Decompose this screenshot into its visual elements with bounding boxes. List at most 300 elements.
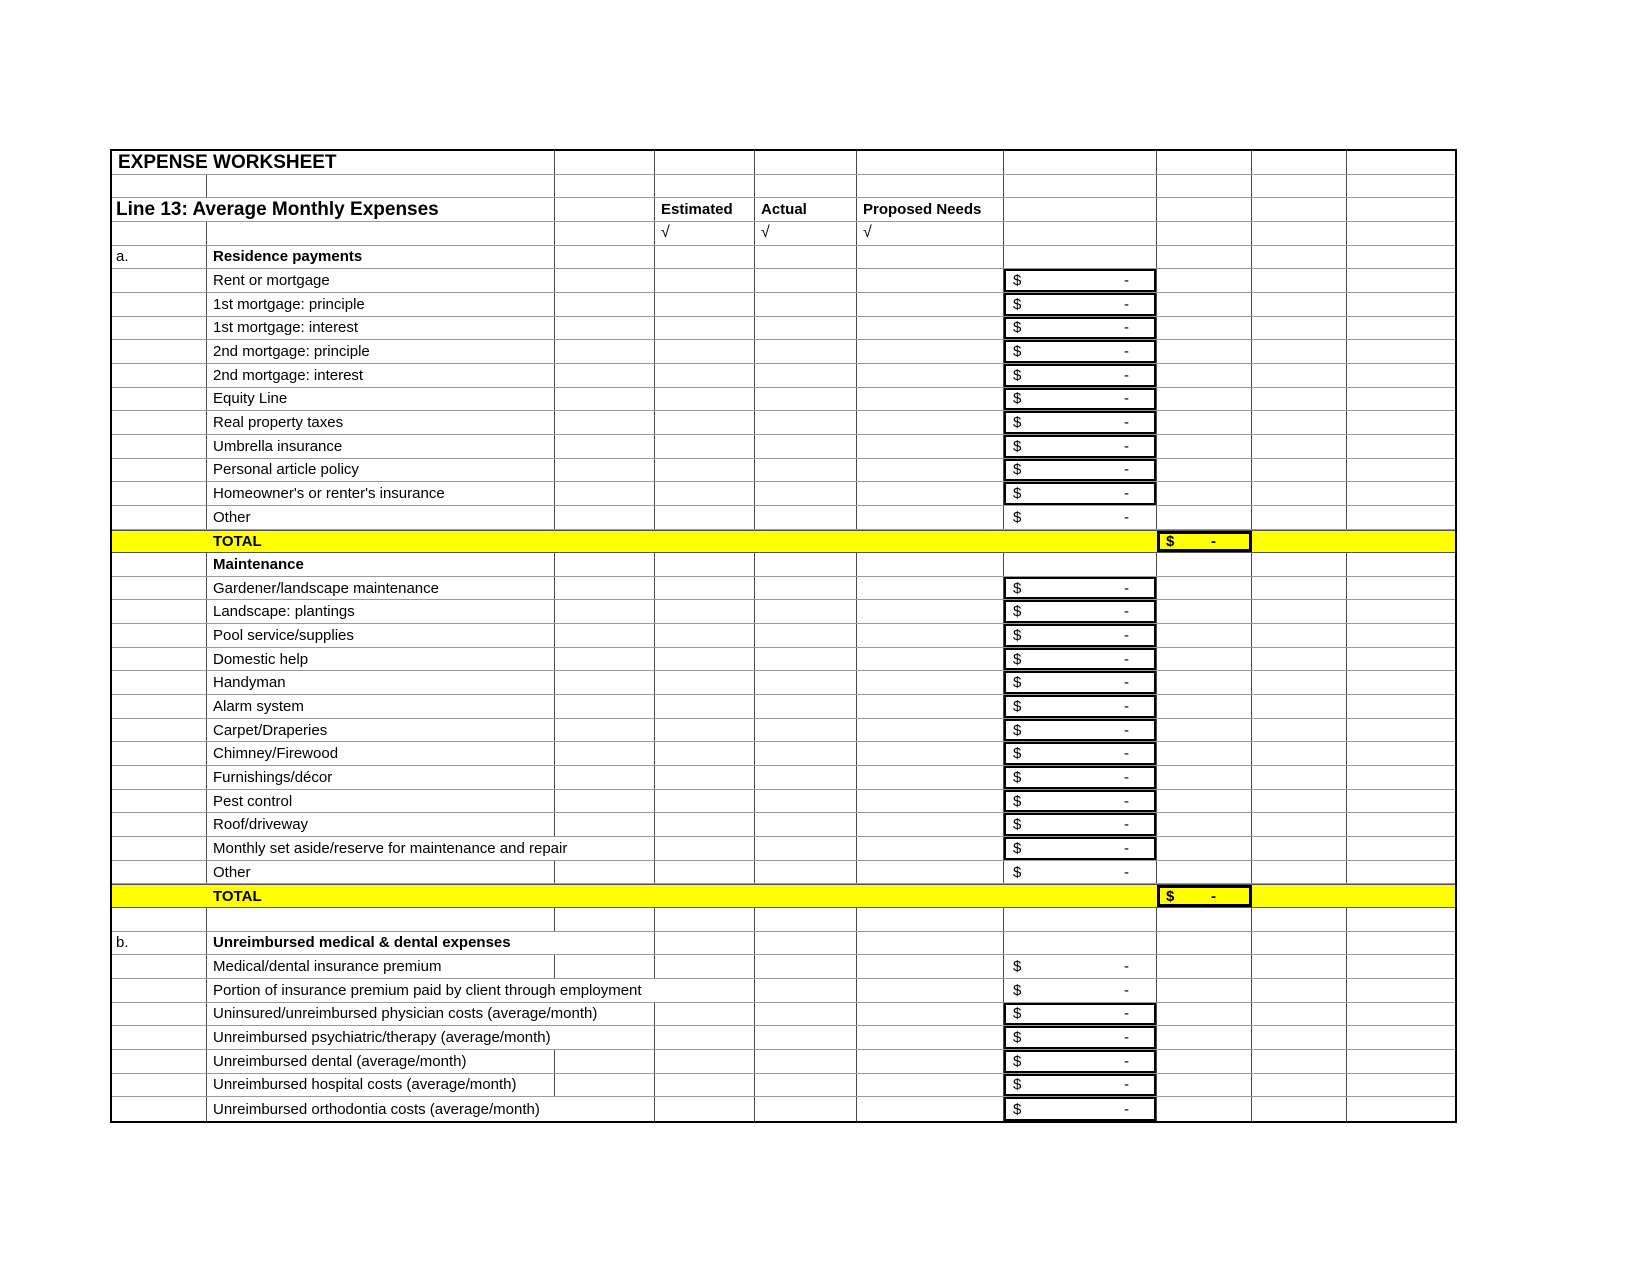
expense-description: Unreimbursed hospital costs (average/month) xyxy=(207,1074,555,1097)
empty-cell xyxy=(1347,222,1455,245)
empty-cell xyxy=(655,482,755,505)
currency-symbol: $ xyxy=(1013,981,1022,999)
amount-cell xyxy=(1004,695,1157,718)
currency-symbol: $ xyxy=(1013,485,1022,503)
amount-cell xyxy=(1004,861,1157,884)
empty-cell xyxy=(655,648,755,671)
row-label-cell: b. xyxy=(112,932,207,955)
row-label-cell xyxy=(112,411,207,434)
row-label-cell xyxy=(112,671,207,694)
row-label-cell xyxy=(112,790,207,813)
empty-cell xyxy=(555,719,655,742)
amount-cell xyxy=(1004,1074,1157,1097)
table-row xyxy=(112,979,1455,1003)
empty-cell xyxy=(655,531,755,553)
empty-cell xyxy=(755,861,857,884)
row-label-cell xyxy=(112,506,207,529)
empty-cell xyxy=(857,742,1004,765)
row-label-cell: a. xyxy=(112,246,207,269)
empty-cell xyxy=(857,317,1004,340)
zero-amount-dash: - xyxy=(1124,768,1129,786)
row-label-cell xyxy=(112,435,207,458)
empty-cell xyxy=(857,411,1004,434)
table-row xyxy=(112,364,1455,388)
empty-cell xyxy=(555,885,655,907)
empty-cell xyxy=(755,388,857,411)
table-row xyxy=(112,932,1455,956)
amount-cell xyxy=(1004,600,1157,623)
empty-cell xyxy=(1157,1026,1252,1049)
table-row xyxy=(112,671,1455,695)
empty-cell xyxy=(655,506,755,529)
table-row xyxy=(112,1050,1455,1074)
expense-description: Gardener/landscape maintenance xyxy=(207,577,555,600)
empty-cell xyxy=(555,813,655,836)
amount-cell xyxy=(1004,293,1157,316)
empty-cell xyxy=(555,388,655,411)
empty-cell xyxy=(555,482,655,505)
currency-symbol: $ xyxy=(1013,626,1022,644)
empty-cell xyxy=(555,506,655,529)
empty-cell xyxy=(1157,222,1252,245)
empty-cell xyxy=(1347,908,1455,931)
amount-cell xyxy=(1004,364,1157,387)
empty-cell xyxy=(555,695,655,718)
empty-cell xyxy=(1157,1074,1252,1097)
amount-cell xyxy=(1004,813,1157,836)
expense-description: Domestic help xyxy=(207,648,555,671)
empty-cell xyxy=(1347,695,1455,718)
amount-cell xyxy=(1004,269,1157,292)
currency-symbol: $ xyxy=(1013,272,1022,290)
empty-cell xyxy=(655,695,755,718)
amount-cell xyxy=(1004,719,1157,742)
empty-cell xyxy=(1252,1050,1347,1073)
empty-cell xyxy=(655,1074,755,1097)
currency-symbol: $ xyxy=(1013,1029,1022,1047)
empty-cell xyxy=(1157,175,1252,198)
empty-cell xyxy=(1252,695,1347,718)
empty-cell xyxy=(755,908,857,931)
row-label-cell xyxy=(112,719,207,742)
empty-cell xyxy=(1252,885,1347,907)
table-row xyxy=(112,246,1455,270)
empty-cell xyxy=(1252,388,1347,411)
empty-cell xyxy=(755,813,857,836)
empty-cell xyxy=(755,979,857,1002)
empty-cell xyxy=(655,1003,755,1026)
expense-description: 1st mortgage: interest xyxy=(207,317,555,340)
empty-cell xyxy=(755,506,857,529)
empty-cell xyxy=(755,1050,857,1073)
empty-cell xyxy=(1157,671,1252,694)
expense-description: Other xyxy=(207,506,555,529)
row-label-cell xyxy=(112,600,207,623)
empty-cell xyxy=(1252,1003,1347,1026)
empty-cell xyxy=(857,671,1004,694)
empty-cell xyxy=(555,1050,655,1073)
empty-cell xyxy=(1347,151,1455,174)
amount-cell xyxy=(1004,340,1157,363)
zero-amount-dash: - xyxy=(1124,295,1129,313)
empty-cell xyxy=(1157,364,1252,387)
empty-cell xyxy=(755,624,857,647)
row-label-cell xyxy=(112,624,207,647)
empty-cell xyxy=(1347,813,1455,836)
empty-cell xyxy=(1347,1097,1455,1121)
expense-description: Furnishings/décor xyxy=(207,766,555,789)
currency-symbol: $ xyxy=(1013,674,1022,692)
empty-cell xyxy=(1252,506,1347,529)
empty-cell xyxy=(1252,600,1347,623)
check-mark: √ xyxy=(857,222,1004,245)
empty-cell xyxy=(555,435,655,458)
expense-description: Homeowner's or renter's insurance xyxy=(207,482,555,505)
empty-cell xyxy=(655,719,755,742)
empty-cell xyxy=(1157,837,1252,860)
empty-cell xyxy=(755,293,857,316)
amount-cell xyxy=(1004,837,1157,860)
empty-cell xyxy=(1004,246,1157,269)
expense-description: Other xyxy=(207,861,555,884)
empty-cell xyxy=(555,955,655,978)
empty-cell xyxy=(555,340,655,363)
empty-cell xyxy=(1157,932,1252,955)
currency-symbol: $ xyxy=(1013,366,1022,384)
empty-cell xyxy=(857,837,1004,860)
total-label: TOTAL xyxy=(213,887,262,905)
empty-cell xyxy=(1252,908,1347,931)
empty-cell xyxy=(755,837,857,860)
zero-amount-dash: - xyxy=(1124,1029,1129,1047)
empty-cell xyxy=(1347,979,1455,1002)
empty-cell xyxy=(755,435,857,458)
table-row xyxy=(112,837,1455,861)
empty-cell xyxy=(1347,1026,1455,1049)
empty-cell xyxy=(1157,766,1252,789)
empty-cell xyxy=(1347,766,1455,789)
empty-cell xyxy=(755,364,857,387)
empty-cell xyxy=(1157,955,1252,978)
empty-cell xyxy=(1252,482,1347,505)
empty-cell xyxy=(655,175,755,198)
empty-cell xyxy=(857,979,1004,1002)
empty-cell xyxy=(555,317,655,340)
worksheet-table xyxy=(110,149,1457,1123)
amount-cell xyxy=(1004,411,1157,434)
empty-cell xyxy=(857,269,1004,292)
empty-cell xyxy=(857,246,1004,269)
currency-symbol: $ xyxy=(1166,532,1175,550)
empty-cell xyxy=(1347,1050,1455,1073)
empty-cell xyxy=(857,1074,1004,1097)
currency-symbol: $ xyxy=(1013,958,1022,976)
empty-cell xyxy=(555,269,655,292)
amount-cell xyxy=(1004,624,1157,647)
empty-cell xyxy=(1347,411,1455,434)
empty-cell xyxy=(1157,577,1252,600)
expense-description: Rent or mortgage xyxy=(207,269,555,292)
empty-cell xyxy=(755,600,857,623)
currency-symbol: $ xyxy=(1013,697,1022,715)
empty-cell xyxy=(1157,1050,1252,1073)
empty-cell xyxy=(655,1026,755,1049)
total-label: TOTAL xyxy=(213,532,262,550)
zero-amount-dash: - xyxy=(1124,1005,1129,1023)
total-row xyxy=(112,884,1455,908)
empty-cell xyxy=(1347,553,1455,576)
check-mark: √ xyxy=(755,222,857,245)
expense-description: Unreimbursed dental (average/month) xyxy=(207,1050,555,1073)
table-row xyxy=(112,340,1455,364)
table-row xyxy=(112,553,1455,577)
empty-cell xyxy=(755,885,857,907)
empty-cell xyxy=(1252,837,1347,860)
row-label-cell xyxy=(112,695,207,718)
currency-symbol: $ xyxy=(1013,1052,1022,1070)
zero-amount-dash: - xyxy=(1124,626,1129,644)
empty-cell xyxy=(755,719,857,742)
amount-cell xyxy=(1004,388,1157,411)
empty-cell xyxy=(555,671,655,694)
expense-description: Pool service/supplies xyxy=(207,624,555,647)
zero-amount-dash: - xyxy=(1124,508,1129,526)
empty-cell xyxy=(1157,979,1252,1002)
empty-cell xyxy=(857,1050,1004,1073)
empty-cell xyxy=(655,908,755,931)
empty-cell xyxy=(1252,790,1347,813)
amount-cell xyxy=(1004,577,1157,600)
empty-cell xyxy=(1157,482,1252,505)
zero-amount-dash: - xyxy=(1124,272,1129,290)
empty-cell xyxy=(655,340,755,363)
empty-cell xyxy=(1252,553,1347,576)
empty-cell xyxy=(555,364,655,387)
empty-cell xyxy=(755,1074,857,1097)
empty-cell xyxy=(655,955,755,978)
empty-cell xyxy=(755,932,857,955)
empty-cell xyxy=(555,459,655,482)
empty-cell xyxy=(1252,317,1347,340)
empty-cell xyxy=(1157,600,1252,623)
empty-cell xyxy=(655,435,755,458)
currency-symbol: $ xyxy=(1013,508,1022,526)
empty-cell xyxy=(1252,269,1347,292)
empty-cell xyxy=(1157,1003,1252,1026)
empty-cell xyxy=(1252,955,1347,978)
zero-amount-dash: - xyxy=(1124,839,1129,857)
empty-cell xyxy=(1347,435,1455,458)
currency-symbol: $ xyxy=(1013,721,1022,739)
section-title: Unreimbursed medical & dental expenses xyxy=(207,932,655,955)
empty-cell xyxy=(755,269,857,292)
empty-cell xyxy=(755,151,857,174)
empty-cell xyxy=(1347,955,1455,978)
row-label-cell xyxy=(112,955,207,978)
empty-cell xyxy=(755,577,857,600)
expense-description: Handyman xyxy=(207,671,555,694)
empty-cell xyxy=(655,246,755,269)
empty-cell xyxy=(1252,766,1347,789)
empty-cell xyxy=(857,435,1004,458)
empty-cell xyxy=(1347,577,1455,600)
zero-amount-dash: - xyxy=(1124,981,1129,999)
empty-cell xyxy=(1347,671,1455,694)
line-header: Line 13: Average Monthly Expenses xyxy=(112,198,555,221)
empty-cell xyxy=(1347,1003,1455,1026)
table-row xyxy=(112,198,1455,222)
empty-cell xyxy=(655,1097,755,1121)
empty-cell xyxy=(555,553,655,576)
empty-cell xyxy=(1347,340,1455,363)
row-label-cell xyxy=(112,293,207,316)
table-row xyxy=(112,459,1455,483)
currency-symbol: $ xyxy=(1013,768,1022,786)
empty-cell xyxy=(1157,553,1252,576)
row-label-cell xyxy=(112,813,207,836)
empty-cell xyxy=(857,577,1004,600)
row-label-cell xyxy=(112,885,207,907)
empty-cell xyxy=(207,908,555,931)
empty-cell xyxy=(755,482,857,505)
empty-cell xyxy=(857,695,1004,718)
empty-cell xyxy=(655,861,755,884)
empty-cell xyxy=(1347,932,1455,955)
empty-cell xyxy=(555,600,655,623)
empty-cell xyxy=(755,742,857,765)
table-row xyxy=(112,861,1455,885)
empty-cell xyxy=(857,719,1004,742)
empty-cell xyxy=(755,553,857,576)
empty-cell xyxy=(1252,198,1347,221)
row-label-cell xyxy=(112,1097,207,1121)
empty-cell xyxy=(555,246,655,269)
row-label-cell xyxy=(112,648,207,671)
empty-cell xyxy=(1252,861,1347,884)
row-label-cell xyxy=(112,861,207,884)
table-row xyxy=(112,766,1455,790)
currency-symbol: $ xyxy=(1013,390,1022,408)
currency-symbol: $ xyxy=(1166,887,1175,905)
expense-description: Personal article policy xyxy=(207,459,555,482)
worksheet-title: EXPENSE WORKSHEET xyxy=(112,151,555,174)
empty-cell xyxy=(1347,388,1455,411)
empty-cell xyxy=(755,955,857,978)
empty-cell xyxy=(755,1097,857,1121)
empty-cell xyxy=(1252,246,1347,269)
empty-cell xyxy=(555,766,655,789)
empty-cell xyxy=(1157,459,1252,482)
expense-description: Monthly set aside/reserve for maintenance and repair xyxy=(207,837,655,860)
empty-cell xyxy=(1252,719,1347,742)
empty-cell xyxy=(655,317,755,340)
table-row xyxy=(112,293,1455,317)
zero-amount-dash: - xyxy=(1124,1100,1129,1118)
expense-description: 1st mortgage: principle xyxy=(207,293,555,316)
total-amount-cell xyxy=(1157,885,1252,907)
empty-cell xyxy=(1157,269,1252,292)
expense-description: Umbrella insurance xyxy=(207,435,555,458)
expense-description: 2nd mortgage: interest xyxy=(207,364,555,387)
empty-cell xyxy=(112,222,207,245)
empty-cell xyxy=(655,885,755,907)
row-label-cell xyxy=(112,1003,207,1026)
zero-amount-dash: - xyxy=(1124,863,1129,881)
empty-cell xyxy=(655,459,755,482)
table-row xyxy=(112,648,1455,672)
expense-description: Unreimbursed psychiatric/therapy (average/month) xyxy=(207,1026,655,1049)
column-header-actual: Actual xyxy=(755,198,857,221)
empty-cell xyxy=(655,577,755,600)
row-label-cell xyxy=(112,388,207,411)
empty-cell xyxy=(112,908,207,931)
empty-cell xyxy=(1347,1074,1455,1097)
amount-cell xyxy=(1004,766,1157,789)
table-row xyxy=(112,719,1455,743)
empty-cell xyxy=(655,553,755,576)
zero-amount-dash: - xyxy=(1124,1076,1129,1094)
column-header-estimated: Estimated xyxy=(655,198,755,221)
empty-cell xyxy=(1347,293,1455,316)
expense-description: Unreimbursed orthodontia costs (average/month) xyxy=(207,1097,655,1121)
empty-cell xyxy=(1347,175,1455,198)
zero-amount-dash: - xyxy=(1124,650,1129,668)
empty-cell xyxy=(655,269,755,292)
empty-cell xyxy=(1157,861,1252,884)
empty-cell xyxy=(857,1003,1004,1026)
empty-cell xyxy=(857,813,1004,836)
empty-cell xyxy=(1347,198,1455,221)
empty-cell xyxy=(1004,175,1157,198)
empty-cell xyxy=(1157,742,1252,765)
currency-symbol: $ xyxy=(1013,295,1022,313)
table-row xyxy=(112,695,1455,719)
amount-cell xyxy=(1004,1050,1157,1073)
empty-cell xyxy=(1157,388,1252,411)
empty-cell xyxy=(755,1026,857,1049)
empty-cell xyxy=(1347,459,1455,482)
empty-cell xyxy=(655,1050,755,1073)
amount-cell xyxy=(1004,459,1157,482)
empty-cell xyxy=(755,1003,857,1026)
empty-cell xyxy=(755,459,857,482)
empty-cell xyxy=(555,577,655,600)
empty-cell xyxy=(655,151,755,174)
empty-cell xyxy=(555,175,655,198)
amount-cell xyxy=(1004,742,1157,765)
empty-cell xyxy=(755,411,857,434)
empty-cell xyxy=(1252,648,1347,671)
currency-symbol: $ xyxy=(1013,579,1022,597)
empty-cell xyxy=(857,293,1004,316)
amount-cell xyxy=(1004,1003,1157,1026)
table-row xyxy=(112,175,1455,199)
table-row xyxy=(112,577,1455,601)
empty-cell xyxy=(1157,695,1252,718)
empty-cell xyxy=(857,624,1004,647)
empty-cell xyxy=(857,340,1004,363)
empty-cell xyxy=(1004,553,1157,576)
empty-cell xyxy=(857,648,1004,671)
expense-description: Medical/dental insurance premium xyxy=(207,955,555,978)
table-row xyxy=(112,624,1455,648)
empty-cell xyxy=(655,624,755,647)
empty-cell xyxy=(755,671,857,694)
amount-cell xyxy=(1004,979,1157,1002)
currency-symbol: $ xyxy=(1013,461,1022,479)
empty-cell xyxy=(1004,908,1157,931)
empty-cell xyxy=(655,790,755,813)
